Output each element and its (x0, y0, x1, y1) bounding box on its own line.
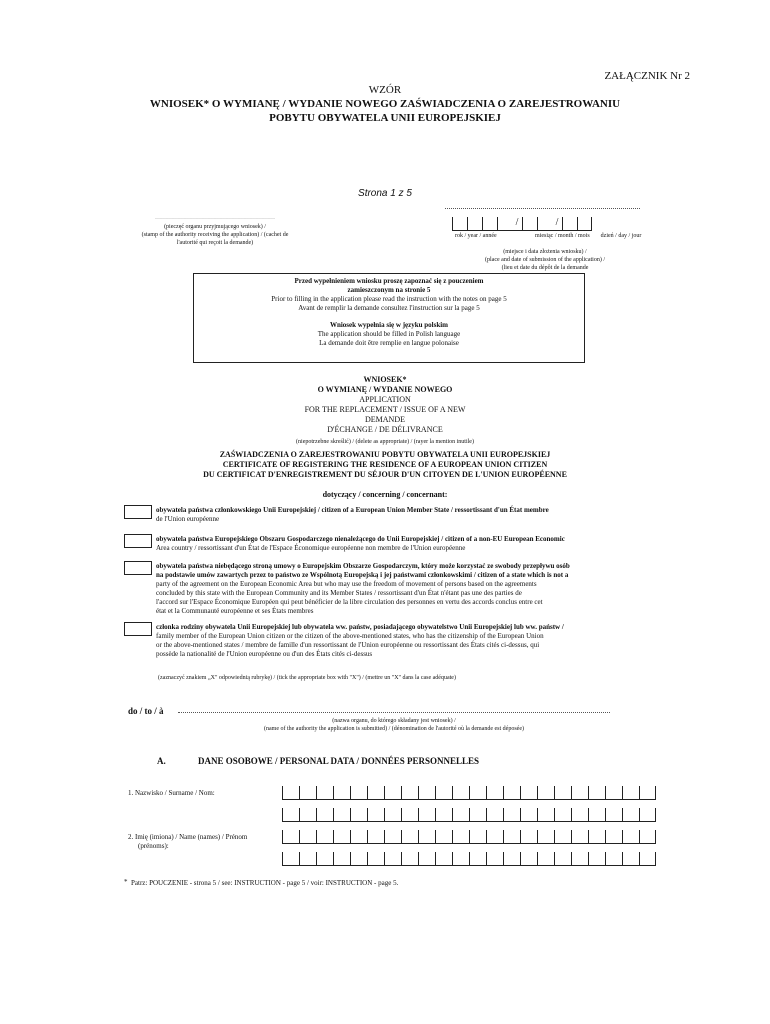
cert-title-pl: ZAŚWIADCZENIA O ZAREJESTROWANIU POBYTU OBYWATELA UNII EUROPEJSKIEJ (219, 450, 551, 459)
notice-en: Prior to filling in the application please read the instruction with the notes on page 5 (271, 295, 507, 303)
name-label-2: (prénoms): (138, 842, 169, 850)
date-day-label: dzień / day / jour (600, 233, 642, 239)
name-row-2[interactable] (282, 852, 656, 866)
mark-instruction: (zaznaczyć znakiem „X" odpowiednią rubrykę) / (tick the appropriate box with "X") / (mettre un "X" dans la case adéquate) (158, 675, 456, 681)
stamp-label-1: (pieczęć organu przyjmującego wniosek) / (164, 224, 266, 230)
form-title-note: (niepotrzebne skreślić) / (delete as appropriate) / (rayer la mention inutile) (296, 439, 474, 445)
option-family-member: członka rodziny obywatela Unii Europejskiej lub obywatela ww. państw, posiadającego obywatelstwo Unii Europejskiej lub ww. państw / family member of the European Union citizen or the citizen of the above-mentioned states, who has the citizenship of the European Union or the above-mentioned states / membre de famille d'un ressortissant de l'Union européenne ou ressortissant des États cités ci-dessus, qui possède la nationalité de l'Union européenne ou d'un des États cités ci-dessus (156, 623, 564, 658)
date-field[interactable]: / / (452, 217, 592, 231)
wzor-label: WZÓR (368, 84, 402, 96)
checkbox-family-member[interactable] (124, 622, 152, 636)
form-title-5: DEMANDE (365, 415, 405, 424)
date-year-label: rok / year / année (455, 233, 497, 239)
name-row-1[interactable] (282, 830, 656, 844)
date-month-label: miesiąc / month / mois (535, 233, 590, 239)
page-title-line2: POBYTU OBYWATELA UNII EUROPEJSKIEJ (269, 112, 501, 124)
date-place-line (445, 208, 640, 209)
page-number: Strona 1 z 5 (358, 188, 412, 199)
notice-lang-en: The application should be filled in Polish language (317, 330, 461, 338)
section-a-title: DANE OSOBOWE / PERSONAL DATA / DONNÉES PERSONNELLES (198, 756, 479, 766)
option-eu-citizen: obywatela państwa członkowskiego Unii Europejskiej / citizen of a European Union Member State / ressortissant d'un État membre de l'Union européenne (156, 506, 549, 523)
page-title-line1: WNIOSEK* O WYMIANĘ / WYDANIE NOWEGO ZAŚWIADCZENIA O ZAREJESTROWANIU (149, 98, 621, 110)
addressee-input[interactable] (178, 712, 610, 713)
stamp-dots: …………………………………………………… (155, 215, 275, 221)
checkbox-eea-citizen[interactable] (124, 534, 152, 548)
checkbox-eu-citizen[interactable] (124, 505, 152, 519)
checkbox-non-eea-citizen[interactable] (124, 561, 152, 575)
surname-row-1[interactable] (282, 786, 656, 800)
notice-lang-fr: La demande doit être remplie en langue polonaise (319, 339, 459, 347)
surname-label: 1. Nazwisko / Surname / Nom: (128, 789, 215, 797)
annex-label: ZAŁĄCZNIK Nr 2 (604, 70, 690, 82)
cert-title-fr: DU CERTIFICAT D'ENREGISTREMENT DU SÉJOUR D'UN CITOYEN DE L'UNION EUROPÉENNE (203, 470, 567, 479)
stamp-label-2: (stamp of the authority receiving the application) / (cachet de (141, 232, 289, 238)
option-eea-citizen: obywatela państwa Europejskiego Obszaru Gospodarczego nienależącego do Unii Europejskiej / citizen of a non-EU European Economic Area country / ressortissant d'un État de l'Espace Économique européenne non membre de l'Union européenne (156, 535, 565, 552)
name-label-1: 2. Imię (imiona) / Name (names) / Prénom (128, 833, 248, 841)
surname-row-2[interactable] (282, 808, 656, 822)
footnote-star: * (124, 878, 128, 886)
addressee-note-1: (nazwa organu, do którego składany jest wniosek) / (332, 718, 456, 724)
form-title-4: FOR THE REPLACEMENT / ISSUE OF A NEW (304, 405, 466, 414)
form-title-2: O WYMIANĘ / WYDANIE NOWEGO (317, 385, 453, 394)
addressee-label: do / to / à (128, 706, 164, 716)
concerning-label: dotyczący / concerning / concernant: (322, 490, 448, 499)
notice-pl-1: Przed wypełnieniem wniosku proszę zapoznać się z pouczeniem (294, 277, 484, 285)
date-place-label-3: (lieu et date du dépôt de la demande (501, 265, 589, 271)
notice-lang-pl: Wniosek wypełnia się w języku polskim (329, 321, 449, 329)
stamp-label-3: l'autorité qui reçoit la demande) (176, 240, 254, 246)
form-title-6: D'ÉCHANGE / DE DÉLIVRANCE (327, 425, 443, 434)
section-a-letter: A. (157, 756, 166, 766)
form-title-3: APPLICATION (359, 395, 411, 404)
option-non-eea-citizen: obywatela państwa niebędącego stroną umowy o Europejskim Obszarze Gospodarczym, który może korzystać ze swobody przepływu osób na podstawie umów zawartych przez to państwo ze Wspólnotą Europejską i jej państwami członkowskimi / citizen of a state which is not a party of the agreement on the European Economic Area but who may use the freedom of movement of persons based on the agreements concluded by this state with the European Community and its Member States / ressortissant d'un État n'étant pas une des parties de l'accord sur l'Espace Économique Européen qui peut bénéficier de la libre circulation des personnes en vertu des accords conclus entre cet état et la Communauté européenne et ses États membres (156, 562, 570, 615)
date-place-label-2: (place and date of submission of the application) / (485, 257, 605, 263)
footnote-text: Patrz: POUCZENIE - strona 5 / see: INSTRUCTION - page 5 / voir: INSTRUCTION - page 5. (131, 879, 399, 887)
notice-fr: Avant de remplir la demande consultez l'instruction sur la page 5 (298, 304, 480, 312)
notice-box (193, 273, 585, 363)
form-title-1: WNIOSEK* (363, 375, 407, 384)
addressee-note-2: (name of the authority the application is submitted) / (dénomination de l'autorité où la demande est déposée) (263, 726, 524, 732)
date-place-label-1: (miejsce i data złożenia wniosku) / (503, 249, 587, 255)
cert-title-en: CERTIFICATE OF REGISTERING THE RESIDENCE OF A EUROPEAN UNION CITIZEN (222, 460, 548, 469)
notice-pl-2: zamieszczonym na stronie 5 (347, 286, 431, 294)
